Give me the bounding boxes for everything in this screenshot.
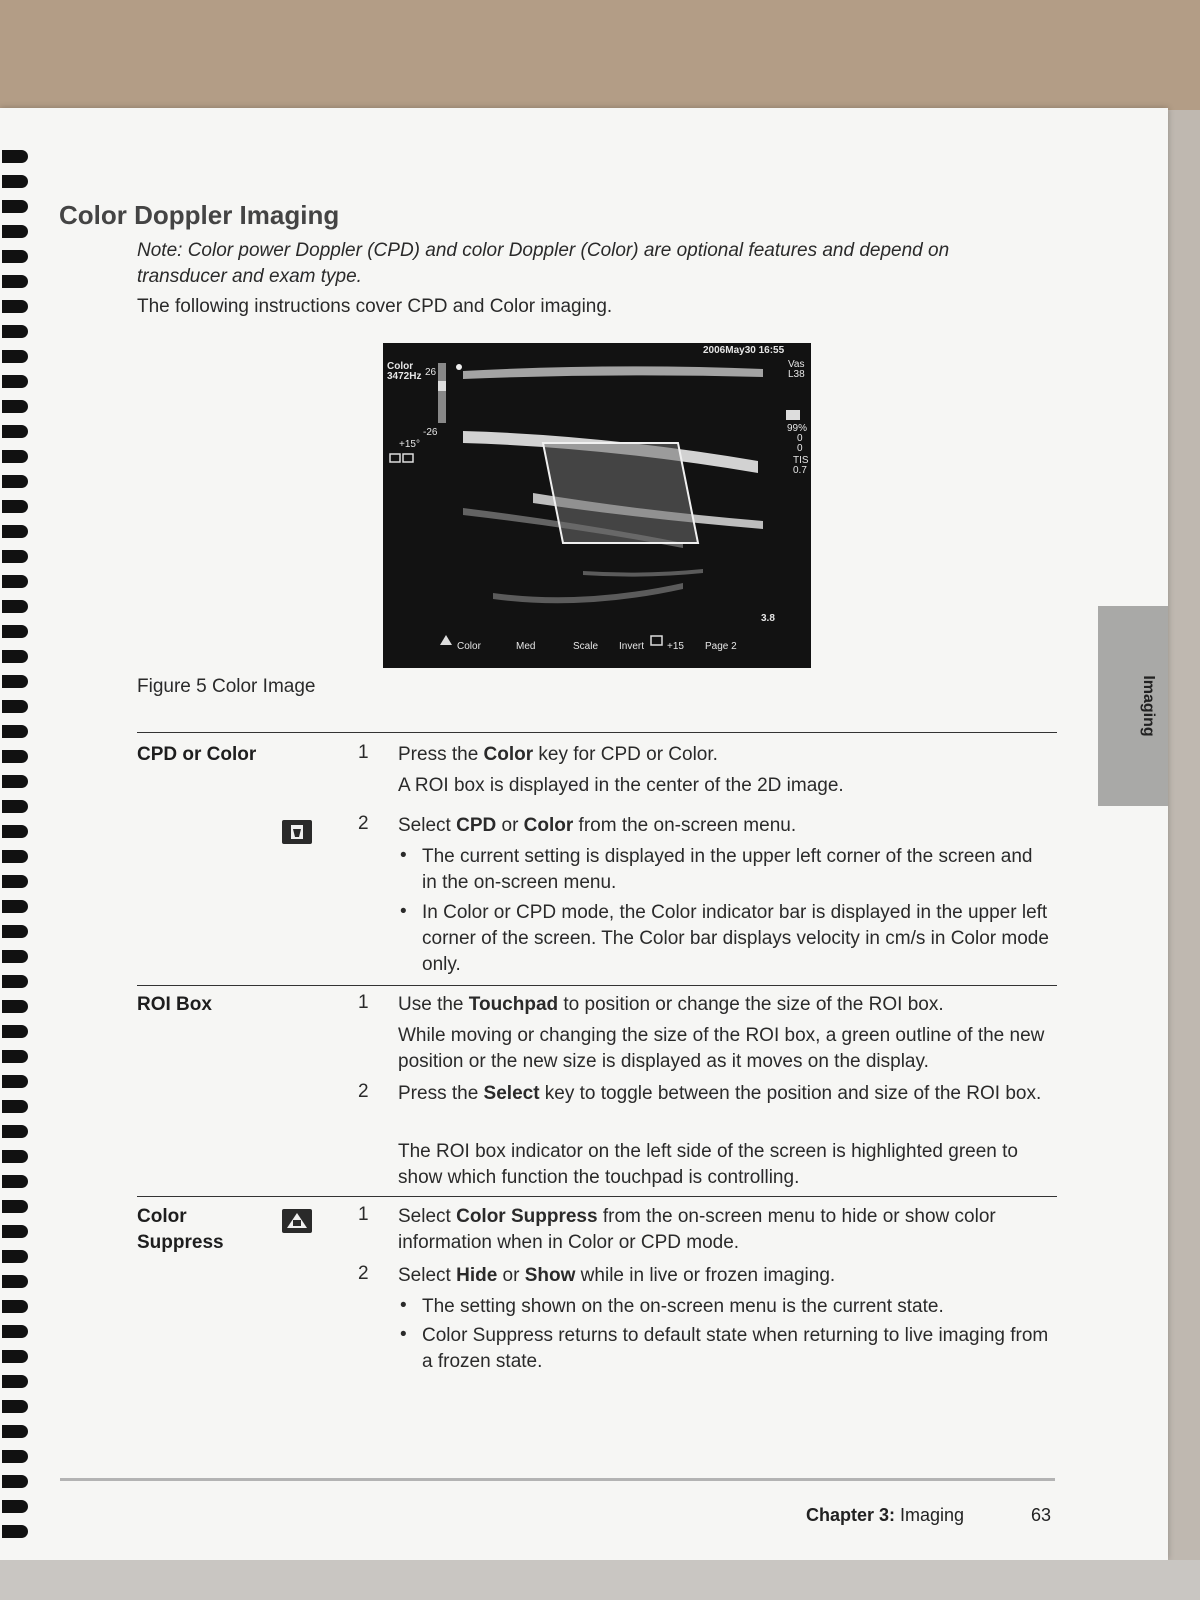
spiral-coil xyxy=(2,1325,28,1338)
suppress-bullet-1: The setting shown on the on-screen menu is the current state. xyxy=(422,1296,944,1317)
spiral-coil xyxy=(2,1225,28,1238)
chapter-tab xyxy=(1098,606,1168,806)
screen-transducer: L38 xyxy=(788,369,805,380)
spiral-coil xyxy=(2,700,28,713)
spiral-coil xyxy=(2,350,28,363)
spiral-coil xyxy=(2,1450,28,1463)
screen-menu-steer: +15 xyxy=(667,641,684,652)
spiral-coil xyxy=(2,1100,28,1113)
spiral-coil xyxy=(2,325,28,338)
spiral-coil xyxy=(2,1050,28,1063)
spiral-coil xyxy=(2,925,28,938)
cpd-step1-detail: A ROI box is displayed in the center of the 2D image. xyxy=(398,775,844,796)
step-number: 1 xyxy=(358,992,369,1013)
spiral-coil xyxy=(2,225,28,238)
background-bottom xyxy=(0,1560,1200,1600)
roi-step1-text: Use the Touchpad to position or change the size of the ROI box. xyxy=(398,994,944,1015)
screen-mode: Color xyxy=(387,361,414,372)
section-divider xyxy=(137,1196,1057,1197)
section-divider xyxy=(137,732,1057,733)
spiral-coil xyxy=(2,600,28,613)
spiral-coil xyxy=(2,1375,28,1388)
spiral-coil xyxy=(2,1175,28,1188)
roi-step1-detail: While moving or changing the size of the ROI box, a green outline of the new position or the new size is displayed as it moves on the display. xyxy=(398,1025,1045,1072)
spiral-coil xyxy=(2,300,28,313)
spiral-coil xyxy=(2,475,28,488)
step-number: 2 xyxy=(358,813,369,834)
screen-gain: 99% xyxy=(787,423,808,434)
cpd-step2-text: Select CPD or Color from the on-screen menu. xyxy=(398,815,797,836)
spiral-coil xyxy=(2,175,28,188)
suppress-step2-text: Select Hide or Show while in live or frozen imaging. xyxy=(398,1265,836,1286)
section-divider xyxy=(137,985,1057,986)
step-number: 2 xyxy=(358,1263,369,1284)
section-title-cpd: CPD or Color xyxy=(137,744,257,765)
page-title: Color Doppler Imaging xyxy=(59,200,340,230)
spiral-coil xyxy=(2,875,28,888)
cpd-bullet-1: The current setting is displayed in the upper left corner of the screen and in the on-screen menu. xyxy=(422,846,1033,893)
ultrasound-scan-graphic xyxy=(383,343,811,668)
spiral-coil xyxy=(2,1150,28,1163)
screen-ti-zero-2: 0 xyxy=(797,443,803,454)
spiral-coil xyxy=(2,250,28,263)
screen-tis-value: 0.7 xyxy=(793,465,807,476)
bullet-marker: • xyxy=(400,845,407,866)
spiral-coil xyxy=(2,650,28,663)
spiral-coil xyxy=(2,1400,28,1413)
suppress-bullet-2: Color Suppress returns to default state when returning to live imaging from a frozen state. xyxy=(422,1325,1049,1372)
spiral-coil xyxy=(2,775,28,788)
spiral-coil xyxy=(2,525,28,538)
spiral-coil xyxy=(2,150,28,163)
gain-icon xyxy=(786,410,800,420)
spiral-coil xyxy=(2,750,28,763)
spiral-coil xyxy=(2,825,28,838)
spiral-coil xyxy=(2,425,28,438)
roi-step2-text: Press the Select key to toggle between the position and size of the ROI box. xyxy=(398,1083,1042,1104)
bullet-marker: • xyxy=(400,1324,407,1345)
bullet-marker: • xyxy=(400,901,407,922)
spiral-coil xyxy=(2,1275,28,1288)
spiral-coil xyxy=(2,975,28,988)
spiral-coil xyxy=(2,1350,28,1363)
spiral-coil xyxy=(2,1500,28,1513)
screen-steer: +15° xyxy=(399,439,420,450)
background-top xyxy=(0,0,1200,110)
screen-exam: Vas xyxy=(788,359,805,370)
screen-scale-bottom: -26 xyxy=(423,427,438,438)
section-title-suppress-2: Suppress xyxy=(137,1232,224,1253)
spiral-coil xyxy=(2,1475,28,1488)
spiral-coil xyxy=(2,1075,28,1088)
footer-chapter: Chapter 3: Imaging xyxy=(806,1505,965,1525)
screen-menu-color: Color xyxy=(457,641,481,652)
screen-prf: 3472Hz xyxy=(387,371,422,382)
screen-menu-page: Page 2 xyxy=(705,641,737,652)
spiral-coil xyxy=(2,400,28,413)
note-text: Note: Color power Doppler (CPD) and color Doppler (Color) are optional features and depend on transducer and exam type. xyxy=(137,240,950,287)
spiral-coil xyxy=(2,375,28,388)
spiral-coil xyxy=(2,550,28,563)
step-number: 2 xyxy=(358,1081,369,1102)
spiral-coil xyxy=(2,1250,28,1263)
roi-step2-detail: The ROI box indicator on the left side of the screen is highlighted green to show which function the touchpad is controlling. xyxy=(398,1141,1018,1188)
step-number: 1 xyxy=(358,742,369,763)
screen-depth: 3.8 xyxy=(761,613,775,624)
figure-caption: Figure 5 Color Image xyxy=(137,676,316,697)
spiral-coil xyxy=(2,575,28,588)
spiral-coil xyxy=(2,625,28,638)
spiral-coil xyxy=(2,725,28,738)
cpd-step1-text: Press the Color key for CPD or Color. xyxy=(398,744,718,765)
screen-ti-zero-1: 0 xyxy=(797,433,803,444)
screen-scale-top: 26 xyxy=(425,367,437,378)
color-suppress-key-icon xyxy=(282,1209,312,1233)
screen-menu-med: Med xyxy=(516,641,536,652)
spiral-coil xyxy=(2,1200,28,1213)
section-title-suppress-1: Color xyxy=(137,1206,187,1227)
spiral-coil xyxy=(2,500,28,513)
spiral-coil xyxy=(2,1525,28,1538)
step-number: 1 xyxy=(358,1204,369,1225)
color-bar-icon xyxy=(438,363,446,423)
page-number: 63 xyxy=(1031,1505,1052,1525)
ultrasound-image xyxy=(383,343,811,668)
color-key-icon xyxy=(282,820,312,844)
spiral-coil xyxy=(2,1125,28,1138)
spiral-coil xyxy=(2,1425,28,1438)
spiral-coil xyxy=(2,1000,28,1013)
spiral-binding xyxy=(0,150,30,1540)
suppress-step1-text: Select Color Suppress from the on-screen menu to hide or show color information when in Color or CPD mode. xyxy=(398,1206,996,1253)
spiral-coil xyxy=(2,275,28,288)
chapter-tab-label: Imaging xyxy=(1140,675,1157,737)
spiral-coil xyxy=(2,1025,28,1038)
screen-tis-label: TIS xyxy=(793,455,809,466)
spiral-coil xyxy=(2,900,28,913)
spiral-coil xyxy=(2,450,28,463)
spiral-coil xyxy=(2,675,28,688)
footer-divider xyxy=(60,1478,1055,1481)
spiral-coil xyxy=(2,800,28,813)
section-title-roi: ROI Box xyxy=(137,994,212,1015)
cpd-bullet-2: In Color or CPD mode, the Color indicator bar is displayed in the upper left corner of the screen. The Color bar displays velocity in cm/s in Color mode only. xyxy=(422,902,1049,975)
screen-datetime: 2006May30 16:55 xyxy=(703,345,785,356)
intro-text: The following instructions cover CPD and Color imaging. xyxy=(137,296,613,317)
spiral-coil xyxy=(2,200,28,213)
bullet-marker: • xyxy=(400,1295,407,1316)
spiral-coil xyxy=(2,850,28,863)
screen-menu-scale: Scale xyxy=(573,641,599,652)
spiral-coil xyxy=(2,950,28,963)
spiral-coil xyxy=(2,1300,28,1313)
screen-menu-invert: Invert xyxy=(619,641,645,652)
